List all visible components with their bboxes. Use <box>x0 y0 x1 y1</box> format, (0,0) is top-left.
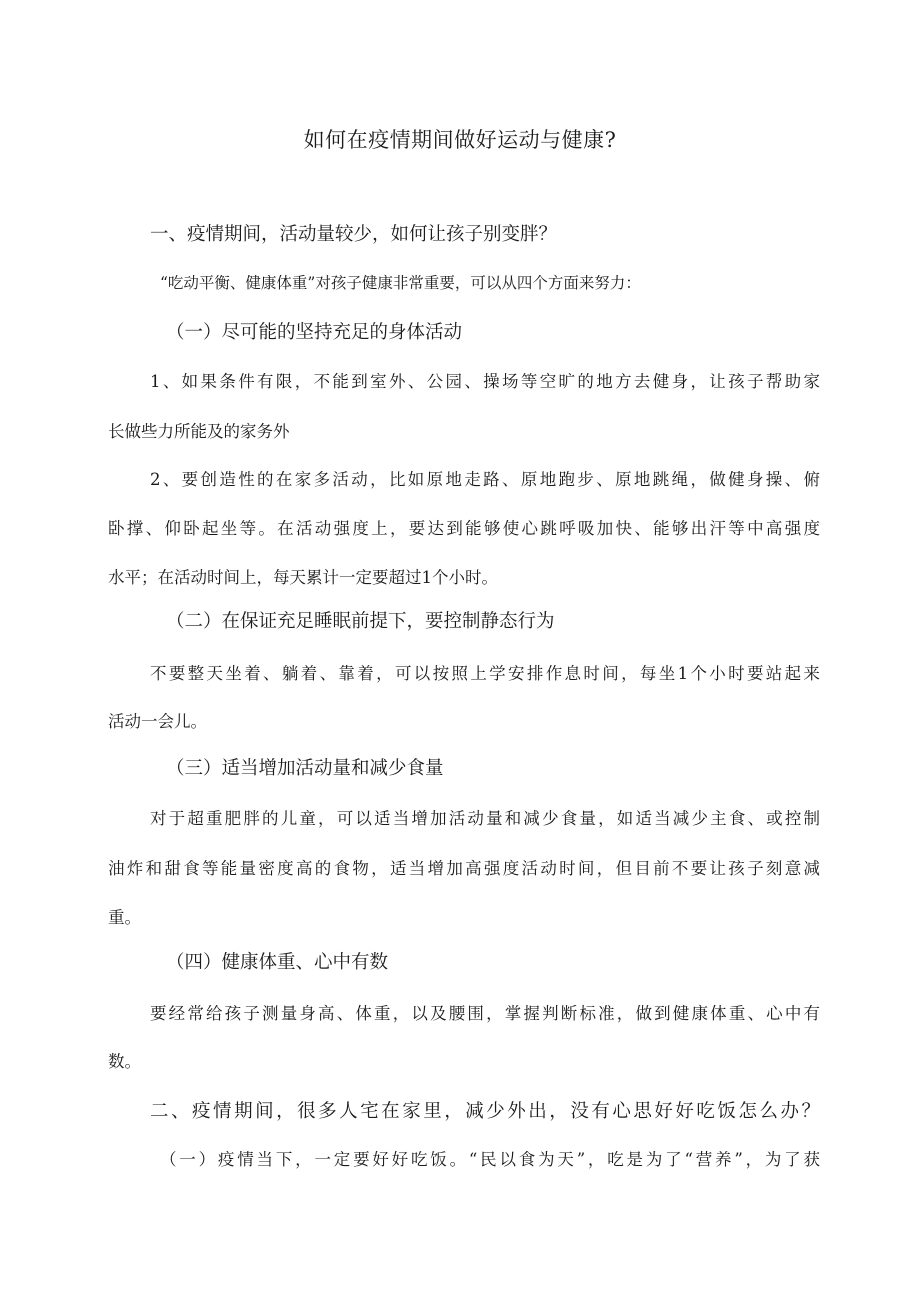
section-1-intro: “吃动平衡、健康体重”对孩子健康非常重要，可以从四个方面来努力： <box>160 274 641 292</box>
subheading-2: （二）在保证充足睡眠前提下，要控制静态行为 <box>166 611 555 632</box>
subheading-1: （一）尽可能的坚持充足的身体活动 <box>166 322 463 343</box>
paragraph-line: 卧撑、仰卧起坐等。在活动强度上，要达到能够使心跳呼吸加快、能够出汗等中高强度 <box>108 519 820 538</box>
section-heading-1: 一、疫情期间，活动量较少，如何让孩子别变胖？ <box>150 224 558 245</box>
subheading-3: （三）适当增加活动量和减少食量 <box>166 758 444 779</box>
subheading-4: （四）健康体重、心中有数 <box>166 952 389 973</box>
paragraph-line: 要经常给孩子测量身高、体重，以及腰围，掌握判断标准，做到健康体重、心中有 <box>150 1004 820 1023</box>
paragraph-line: 长做些力所能及的家务外 <box>108 422 290 441</box>
paragraph-line: 数。 <box>108 1052 141 1071</box>
paragraph-line: 油炸和甜食等能量密度高的食物，适当增加高强度活动时间，但目前不要让孩子刻意减 <box>108 859 820 878</box>
paragraph-line: 1、如果条件有限，不能到室外、公园、操场等空旷的地方去健身，让孩子帮助家 <box>150 372 820 391</box>
paragraph-line: 水平；在活动时间上，每天累计一定要超过1个小时。 <box>108 568 498 587</box>
paragraph-line: 对于超重肥胖的儿童，可以适当增加活动量和减少食量，如适当减少主食、或控制 <box>150 809 820 828</box>
paragraph-line: 2、要创造性的在家多活动，比如原地走路、原地跑步、原地跳绳，做健身操、俯 <box>150 470 820 489</box>
paragraph-line: 不要整天坐着、躺着、靠着，可以按照上学安排作息时间，每坐1个小时要站起来 <box>150 664 820 683</box>
paragraph-line: 重。 <box>108 908 141 927</box>
paragraph-line: （一）疫情当下，一定要好好吃饭。“民以食为天”，吃是为了“营养”，为了获 <box>160 1150 820 1169</box>
paragraph-line: 活动一会儿。 <box>108 712 207 731</box>
section-heading-2: 二、疫情期间，很多人宅在家里，减少外出，没有心思好好吃饭怎么办？ <box>150 1101 820 1122</box>
document-title: 如何在疫情期间做好运动与健康? <box>303 128 617 152</box>
